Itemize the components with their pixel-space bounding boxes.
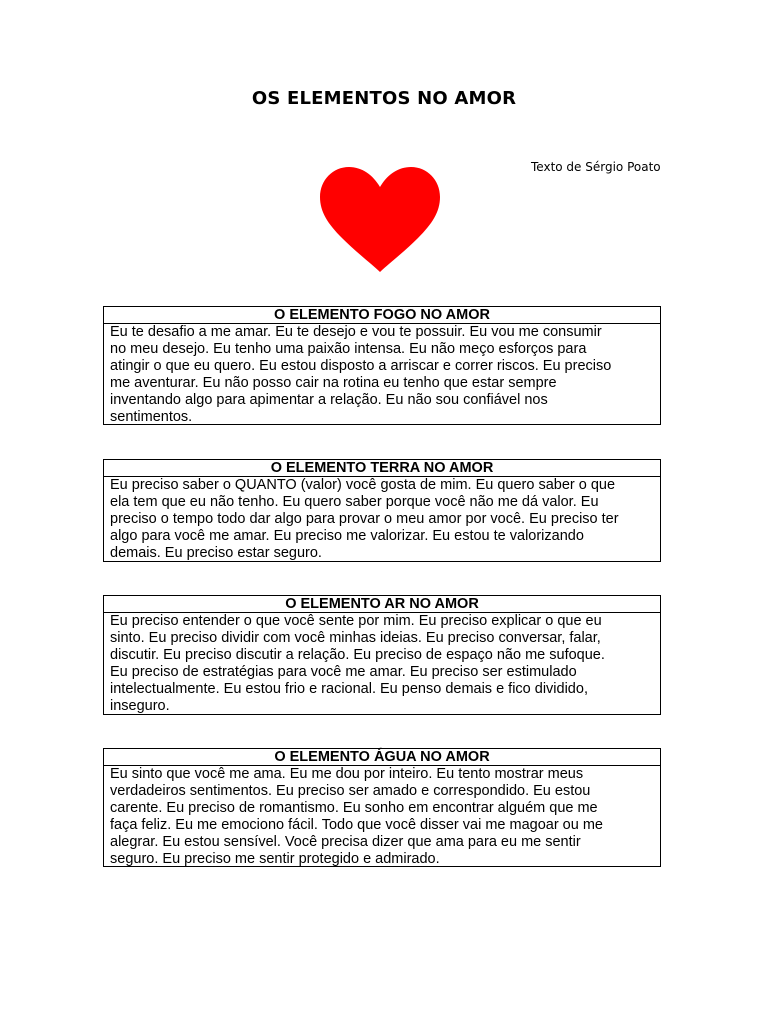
- heart-image: [316, 160, 444, 278]
- section-terra: [103, 459, 661, 562]
- section-heading: O ELEMENTO ÁGUA NO AMOR: [104, 749, 660, 766]
- heart-shape: [320, 167, 440, 272]
- author-credit: Texto de Sérgio Poato: [531, 160, 661, 174]
- section-agua: [103, 748, 661, 867]
- section-body: Eu preciso saber o QUANTO (valor) você gosta de mim. Eu quero saber o que ela tem que eu não tenho. Eu quero saber porque você não me dá valor. Eu preciso o tempo todo dar algo para provar o meu amor por você. Eu preciso ter algo para você me amar. Eu preciso me valorizar. Eu estou te valorizando demais. Eu preciso estar seguro.: [110, 477, 619, 561]
- section-body: Eu sinto que você me ama. Eu me dou por inteiro. Eu tento mostrar meus verdadeiros sentimentos. Eu preciso ser amado e correspondido. Eu estou carente. Eu preciso de romantismo. Eu sonho em encontrar alguém que me faça feliz. Eu me emociono fácil. Todo que você disser vai me magoar ou me alegrar. Eu estou sensível. Você precisa dizer que ama para eu me sentir seguro. Eu preciso me sentir protegido e admirado.: [110, 766, 603, 867]
- section-body: Eu te desafio a me amar. Eu te desejo e vou te possuir. Eu vou me consumir no meu desejo. Eu tenho uma paixão intensa. Eu não meço esforços para atingir o que eu quero. Eu estou disposto a arriscar e correr riscos. Eu preciso me aventurar. Eu não posso cair na rotina eu tenho que estar sempre inventando algo para apimentar a relação. Eu não sou confiável nos sentimentos.: [110, 324, 612, 425]
- section-body: Eu preciso entender o que você sente por mim. Eu preciso explicar o que eu sinto. Eu preciso dividir com você minhas ideias. Eu preciso conversar, falar, discutir. Eu preciso discutir a relação. Eu preciso de espaço não me sufoque. Eu preciso de estratégias para você me amar. Eu preciso ser estimulado intelectualmente. Eu estou frio e racional. Eu penso demais e fico dividido, inseguro.: [110, 613, 605, 714]
- section-heading: O ELEMENTO TERRA NO AMOR: [104, 460, 660, 477]
- document-title: OS ELEMENTOS NO AMOR: [251, 88, 517, 109]
- heart-icon: [316, 160, 444, 278]
- section-fogo: [103, 306, 661, 425]
- section-heading: O ELEMENTO FOGO NO AMOR: [104, 307, 660, 324]
- section-ar: [103, 595, 661, 715]
- section-heading: O ELEMENTO AR NO AMOR: [104, 596, 660, 613]
